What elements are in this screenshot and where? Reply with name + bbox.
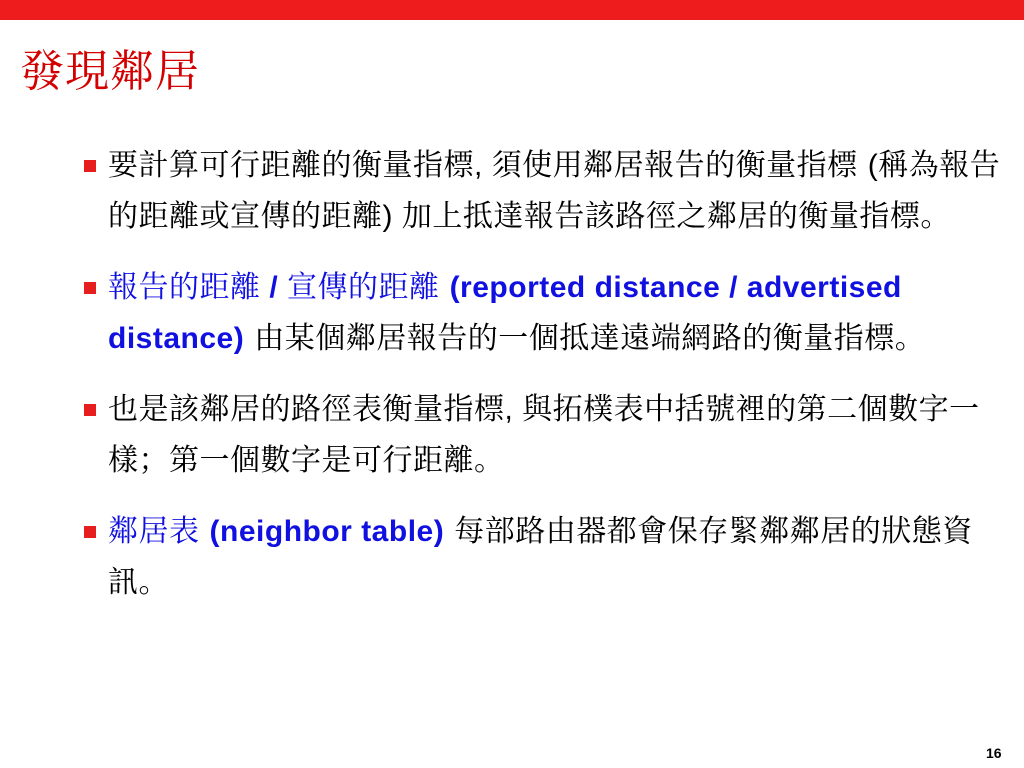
bullet-text: 每部路由器都會保存緊鄰鄰居的狀態資訊。	[108, 514, 973, 600]
square-bullet-icon	[84, 160, 96, 172]
bullet-item-feasible-distance	[84, 140, 1014, 242]
term-english: (neighbor table)	[209, 515, 445, 548]
top-accent-bar	[0, 0, 1024, 20]
term-highlight: 宣傳的距離	[287, 270, 450, 305]
bullet-text: ,	[474, 149, 492, 182]
page-number: 16	[986, 745, 1002, 761]
term-english: (reported distance / advertised distance)	[108, 271, 902, 355]
term-highlight: 報告的距離	[108, 270, 261, 305]
term-separator: /	[260, 271, 288, 304]
bullet-text: (	[867, 149, 879, 182]
square-bullet-icon	[84, 404, 96, 416]
bullet-text: 也是該鄰居的路徑表衡量指標	[108, 392, 505, 427]
bullet-list	[84, 140, 1014, 628]
square-bullet-icon	[84, 526, 96, 538]
bullet-text: )	[382, 200, 402, 233]
bullet-item-neighbor-table	[84, 506, 1014, 608]
bullet-text: ,	[504, 393, 523, 426]
slide-title: 發現鄰居	[20, 46, 200, 97]
bullet-text: 與拓樸表中括號裡的第二個數字一樣；第一個數字是可行距離。	[108, 392, 980, 478]
bullet-item-routing-table-metric	[84, 384, 1014, 486]
bullet-item-reported-distance	[84, 262, 1014, 364]
bullet-text: 稱為報告的距離或宣傳的距離	[108, 148, 1001, 234]
square-bullet-icon	[84, 282, 96, 294]
bullet-text: 由某個鄰居報告的一個抵達遠端網路的衡量指標。	[244, 321, 926, 356]
bullet-text: 加上抵達報告該路徑之鄰居的衡量指標。	[401, 199, 951, 234]
bullet-text: 要計算可行距離的衡量指標	[108, 148, 474, 183]
bullet-text: 須使用鄰居報告的衡量指標	[491, 148, 868, 183]
term-highlight: 鄰居表	[108, 514, 210, 549]
